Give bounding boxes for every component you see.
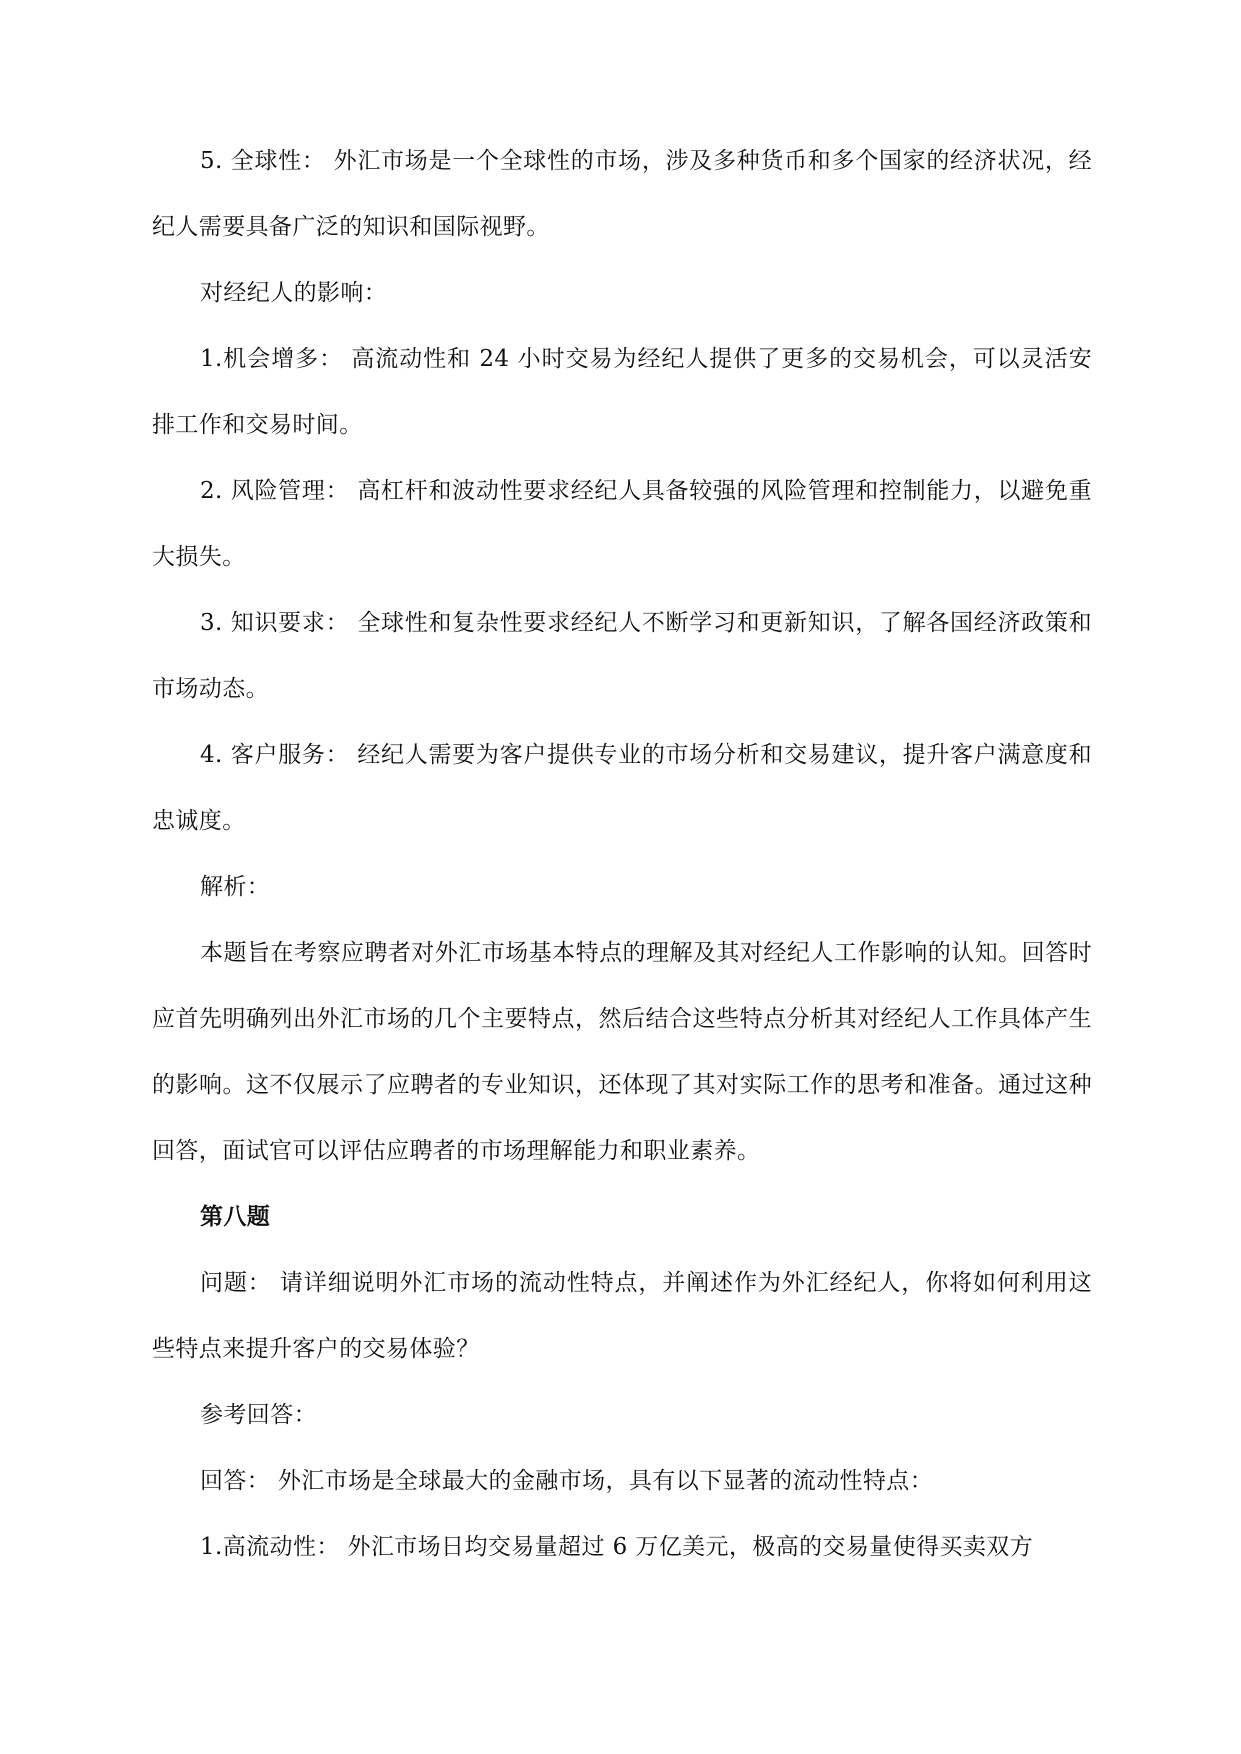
paragraph-answer-intro: 回答： 外汇市场是全球最大的金融市场，具有以下显著的流动性特点： xyxy=(200,1468,934,1494)
section-heading-question-8: 第八题 xyxy=(200,1203,271,1230)
paragraph-reference-answer-label: 参考回答： xyxy=(200,1402,317,1428)
paragraph-impact-heading: 对经纪人的影响： xyxy=(200,280,388,306)
paragraph-analysis-label: 解析： xyxy=(200,874,271,900)
paragraph-knowledge-requirements: 3. 知识要求： 全球性和复杂性要求经纪人不断学习和更新知识，了解各国经济政策和市场动态。 xyxy=(152,610,1092,702)
paragraph-question: 问题： 请详细说明外汇市场的流动性特点，并阐述作为外汇经纪人，你将如何利用这些特点来提升客户的交易体验？ xyxy=(152,1270,1092,1362)
paragraph-high-liquidity: 1.高流动性： 外汇市场日均交易量超过 6 万亿美元，极高的交易量使得买卖双方 xyxy=(200,1534,1034,1560)
paragraph-more-opportunities: 1.机会增多： 高流动性和 24 小时交易为经纪人提供了更多的交易机会，可以灵活安排工作和交易时间。 xyxy=(152,346,1092,438)
paragraph-risk-management: 2. 风险管理： 高杠杆和波动性要求经纪人具备较强的风险管理和控制能力，以避免重大损失。 xyxy=(152,478,1092,570)
paragraph-analysis-body: 本题旨在考察应聘者对外汇市场基本特点的理解及其对经纪人工作影响的认知。回答时应首先明确列出外汇市场的几个主要特点，然后结合这些特点分析其对经纪人工作具体产生的影响。这不仅展示了应聘者的专业知识，还体现了其对实际工作的思考和准备。通过这种回答，面试官可以评估应聘者的市场理解能力和职业素养。 xyxy=(152,940,1092,1164)
paragraph-globality: 5. 全球性： 外汇市场是一个全球性的市场，涉及多种货币和多个国家的经济状况，经纪人需要具备广泛的知识和国际视野。 xyxy=(152,148,1092,240)
paragraph-customer-service: 4. 客户服务： 经纪人需要为客户提供专业的市场分析和交易建议，提升客户满意度和忠诚度。 xyxy=(152,742,1092,834)
